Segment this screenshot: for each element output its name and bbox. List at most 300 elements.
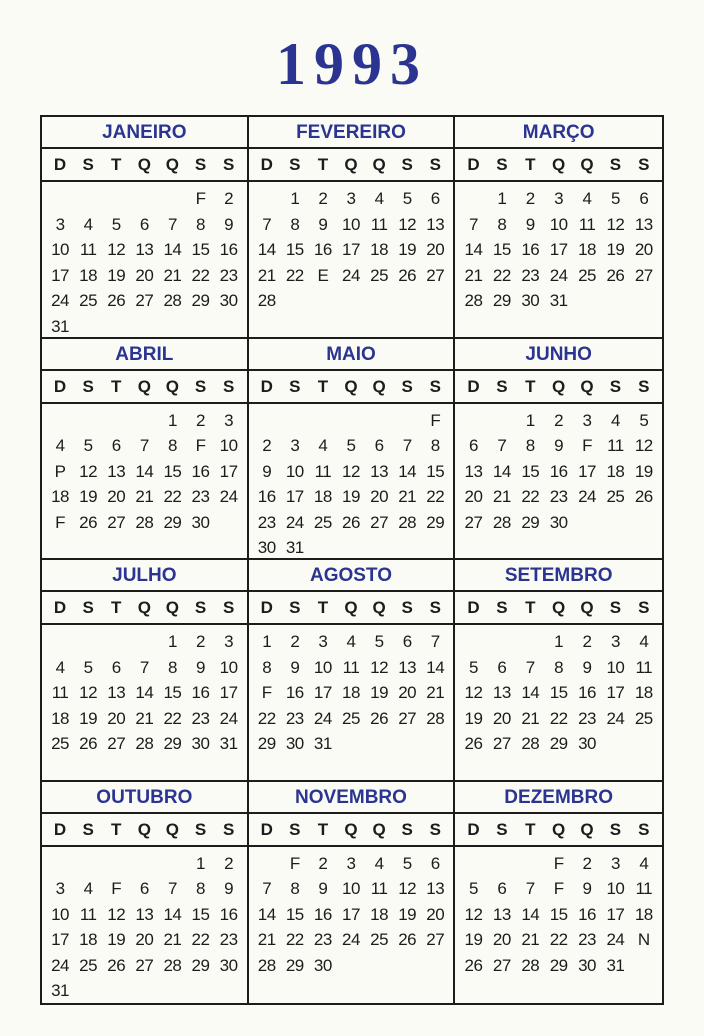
day-cell: 21 — [426, 683, 445, 702]
weekday-label: S — [401, 155, 413, 174]
day-cell: 24 — [549, 265, 568, 285]
day-cell: 11 — [635, 657, 653, 677]
weekday-label: S — [638, 155, 650, 174]
day-cell: 3 — [346, 189, 356, 208]
day-cell: 11 — [370, 214, 388, 234]
day-cell: 6 — [497, 657, 507, 677]
day-cell: 17 — [606, 683, 625, 702]
day-cell: 26 — [107, 291, 126, 310]
day-cell: 18 — [342, 683, 360, 702]
day-cell: 14 — [398, 461, 417, 481]
weekday-label: D — [467, 819, 480, 839]
weekday-header — [455, 371, 662, 404]
day-cell: 22 — [285, 930, 304, 949]
day-cell: 19 — [464, 708, 483, 728]
weekday-label: Q — [137, 155, 151, 174]
day-cell: 20 — [492, 930, 511, 949]
day-cell: 4 — [639, 632, 649, 651]
day-cell: P — [54, 461, 66, 481]
day-cell: 20 — [107, 708, 126, 728]
day-cell: 8 — [167, 436, 177, 455]
day-cell: 4 — [610, 410, 620, 430]
day-cell: 1 — [525, 410, 535, 430]
day-cell: 15 — [285, 240, 304, 259]
day-cell: 24 — [342, 265, 360, 285]
weekday-label: S — [194, 155, 207, 174]
day-cell: 31 — [313, 734, 332, 753]
day-cell: 29 — [285, 955, 304, 975]
day-cell: 7 — [430, 632, 440, 651]
weekday-label: S — [638, 598, 650, 617]
day-cell: 6 — [430, 189, 440, 208]
day-cell: 25 — [313, 512, 332, 532]
day-cell: 16 — [521, 240, 540, 259]
day-cell: 8 — [290, 879, 300, 898]
day-cell: 28 — [257, 291, 276, 310]
day-cell: 16 — [191, 461, 210, 481]
day-cell: 18 — [79, 930, 98, 949]
day-cell: 23 — [578, 930, 596, 949]
day-cell: 11 — [79, 904, 97, 924]
day-cell: 21 — [135, 487, 154, 506]
day-cell: 9 — [224, 214, 234, 234]
day-cell: 30 — [219, 291, 238, 310]
weekday-header — [249, 592, 454, 625]
day-cell: 21 — [163, 930, 182, 949]
day-cell: 16 — [191, 683, 210, 702]
day-cell: 14 — [163, 904, 182, 924]
weekday-label: S — [194, 598, 207, 617]
day-cell: 17 — [342, 904, 360, 924]
day-cell: 22 — [426, 487, 445, 506]
day-cell: 1 — [290, 189, 300, 208]
weekday-label: S — [222, 155, 235, 174]
day-cell: 8 — [262, 657, 272, 677]
day-cell: 24 — [313, 708, 332, 728]
day-grid — [42, 847, 247, 1004]
day-cell: 4 — [374, 189, 384, 208]
day-cell: 28 — [521, 955, 540, 975]
day-cell: 27 — [426, 930, 445, 949]
day-cell: 9 — [582, 879, 592, 898]
day-cell: 23 — [285, 708, 304, 728]
weekday-label: T — [525, 376, 536, 396]
weekday-label: D — [53, 155, 67, 174]
day-cell: 27 — [107, 512, 126, 532]
day-cell: 9 — [224, 879, 234, 898]
weekday-label: D — [260, 819, 273, 839]
month-fevereiro — [249, 117, 456, 339]
day-cell: 15 — [163, 461, 182, 481]
day-cell: 15 — [191, 904, 210, 924]
weekday-label: S — [222, 598, 235, 617]
day-cell: 28 — [464, 291, 483, 310]
day-cell: 11 — [314, 461, 332, 481]
day-cell: 1 — [167, 410, 177, 430]
day-cell: 8 — [554, 657, 564, 677]
day-cell: 18 — [79, 265, 98, 285]
day-cell: 19 — [107, 930, 126, 949]
weekday-label: T — [317, 819, 329, 839]
day-cell: 11 — [370, 879, 388, 898]
day-cell: 11 — [51, 683, 69, 702]
day-cell: 25 — [370, 930, 389, 949]
day-cell: 4 — [374, 853, 384, 873]
day-cell: 12 — [370, 657, 389, 677]
day-cell: 5 — [469, 657, 478, 677]
weekday-header — [42, 814, 247, 847]
day-cell: F — [261, 683, 272, 702]
day-cell: 5 — [346, 436, 356, 455]
day-cell: 16 — [313, 240, 332, 259]
weekday-label: S — [638, 376, 650, 396]
day-cell: 29 — [257, 734, 276, 753]
day-cell: 26 — [606, 265, 625, 285]
month-maro — [455, 117, 662, 339]
month-name: ABRIL — [42, 339, 247, 371]
day-cell: E — [317, 265, 329, 285]
day-grid — [249, 847, 454, 1004]
day-cell: 29 — [492, 291, 511, 310]
day-cell: 30 — [257, 538, 276, 557]
day-cell: 7 — [262, 879, 272, 898]
day-cell: 11 — [635, 879, 653, 898]
day-cell: 18 — [313, 487, 332, 506]
day-cell: 30 — [578, 955, 596, 975]
day-cell: 21 — [257, 265, 276, 285]
month-name: JUNHO — [455, 339, 662, 371]
day-cell: 12 — [79, 683, 98, 702]
day-cell: F — [553, 853, 564, 873]
day-cell: 29 — [426, 512, 445, 532]
day-cell: 21 — [521, 930, 540, 949]
weekday-header — [249, 371, 454, 404]
weekday-header — [455, 592, 662, 625]
weekday-label: S — [401, 376, 413, 396]
day-cell: 14 — [135, 683, 154, 702]
day-cell: 3 — [554, 189, 564, 208]
day-cell: 23 — [313, 930, 332, 949]
day-cell: 29 — [549, 955, 568, 975]
day-cell: 28 — [426, 708, 445, 728]
day-cell: 15 — [163, 683, 182, 702]
weekday-label: Q — [165, 376, 180, 396]
weekday-label: T — [111, 376, 122, 396]
weekday-label: Q — [580, 376, 594, 396]
day-cell: 28 — [492, 512, 511, 532]
day-grid — [455, 404, 662, 559]
day-cell: 13 — [492, 904, 511, 924]
weekday-label: T — [525, 598, 536, 617]
day-cell: 1 — [196, 853, 205, 873]
day-cell: 17 — [578, 461, 596, 481]
day-cell: 1 — [554, 632, 564, 651]
day-cell: 1 — [167, 632, 177, 651]
day-cell: 26 — [79, 734, 98, 753]
day-cell: 10 — [285, 461, 304, 481]
day-cell: 12 — [398, 214, 417, 234]
weekday-header — [42, 149, 247, 182]
weekday-label: S — [194, 376, 207, 396]
day-cell: 30 — [219, 955, 238, 975]
day-cell: 14 — [464, 240, 483, 259]
day-cell: 31 — [549, 291, 568, 310]
day-grid — [455, 847, 662, 1004]
day-cell: 20 — [398, 683, 417, 702]
day-cell: 20 — [492, 708, 511, 728]
day-cell: 16 — [285, 683, 304, 702]
day-cell: F — [289, 853, 300, 873]
day-cell: 6 — [139, 214, 149, 234]
day-cell: 29 — [163, 734, 182, 753]
day-cell: 3 — [55, 879, 65, 898]
month-setembro — [455, 560, 662, 782]
day-grid — [249, 182, 454, 337]
weekday-label: S — [429, 598, 441, 617]
day-cell: 26 — [398, 265, 417, 285]
day-cell: 26 — [398, 930, 417, 949]
day-grid — [249, 625, 454, 780]
day-cell: 5 — [374, 632, 384, 651]
day-cell: 6 — [374, 436, 384, 455]
month-name: NOVEMBRO — [249, 782, 454, 814]
day-cell: 10 — [549, 214, 568, 234]
weekday-label: Q — [137, 598, 151, 617]
day-cell: 20 — [426, 904, 445, 924]
day-cell: 25 — [370, 265, 389, 285]
day-grid — [42, 404, 247, 559]
day-cell: 17 — [51, 930, 69, 949]
weekday-label: Q — [552, 819, 566, 839]
day-cell: 31 — [51, 981, 69, 1000]
day-cell: 10 — [219, 436, 238, 455]
day-cell: 27 — [464, 512, 483, 532]
day-cell: 23 — [191, 708, 210, 728]
weekday-label: Q — [165, 819, 180, 839]
day-cell: 7 — [525, 657, 535, 677]
weekday-label: T — [111, 819, 122, 839]
month-name: JANEIRO — [42, 117, 247, 149]
month-agosto — [249, 560, 456, 782]
day-cell: 27 — [634, 265, 653, 285]
day-cell: 10 — [313, 657, 332, 677]
day-cell: 21 — [464, 265, 483, 285]
day-cell: 19 — [606, 240, 625, 259]
day-cell: 4 — [83, 879, 93, 898]
day-cell: 31 — [219, 734, 238, 753]
day-cell: 3 — [224, 632, 234, 651]
weekday-label: S — [429, 376, 441, 396]
month-name: FEVEREIRO — [249, 117, 454, 149]
day-grid — [42, 625, 247, 780]
day-cell: 21 — [257, 930, 276, 949]
weekday-label: Q — [372, 155, 386, 174]
weekday-label: S — [82, 819, 94, 839]
weekday-label: Q — [372, 598, 386, 617]
day-cell: 20 — [464, 487, 483, 506]
day-cell: 6 — [469, 436, 478, 455]
day-cell: 22 — [191, 265, 210, 285]
day-cell: 26 — [464, 955, 483, 975]
day-cell: 19 — [107, 265, 126, 285]
day-cell: 20 — [634, 240, 653, 259]
weekday-label: D — [467, 598, 480, 617]
day-cell: 9 — [554, 436, 564, 455]
day-cell: 27 — [426, 265, 445, 285]
day-cell: 27 — [135, 955, 154, 975]
month-janeiro — [42, 117, 249, 339]
day-grid — [42, 182, 247, 339]
day-cell: 21 — [135, 708, 154, 728]
day-cell: 12 — [107, 904, 126, 924]
day-cell: 6 — [111, 657, 121, 677]
day-cell: 6 — [639, 189, 649, 208]
day-cell: 13 — [426, 879, 445, 898]
weekday-label: S — [609, 598, 622, 617]
weekday-label: D — [260, 598, 273, 617]
day-cell: 25 — [634, 708, 653, 728]
day-cell: 22 — [163, 708, 182, 728]
day-grid — [455, 182, 662, 337]
day-cell: 19 — [370, 683, 389, 702]
day-cell: 24 — [342, 930, 360, 949]
day-cell: 27 — [107, 734, 126, 753]
day-cell: 22 — [285, 265, 304, 285]
day-cell: 20 — [135, 930, 154, 949]
day-cell: 7 — [139, 657, 149, 677]
day-cell: 2 — [318, 853, 328, 873]
day-cell: 10 — [51, 240, 69, 259]
day-cell: 19 — [398, 240, 417, 259]
day-cell: 25 — [51, 734, 69, 753]
day-cell: 14 — [492, 461, 511, 481]
day-cell: 17 — [549, 240, 568, 259]
weekday-label: S — [496, 819, 508, 839]
day-cell: 21 — [398, 487, 417, 506]
day-cell: 17 — [51, 265, 69, 285]
day-cell: 28 — [398, 512, 417, 532]
day-cell: 11 — [342, 657, 360, 677]
day-cell: 22 — [492, 265, 511, 285]
day-cell: 20 — [107, 487, 126, 506]
month-dezembro — [455, 782, 662, 1004]
day-cell: 9 — [262, 461, 272, 481]
day-cell: 27 — [370, 512, 389, 532]
day-cell: 28 — [257, 955, 276, 975]
day-cell: 19 — [634, 461, 653, 481]
day-cell: 30 — [549, 512, 568, 532]
day-cell: 3 — [290, 436, 300, 455]
day-cell: 23 — [191, 487, 210, 506]
day-cell: 11 — [578, 214, 596, 234]
day-cell: 3 — [55, 214, 65, 234]
day-cell: 10 — [51, 904, 69, 924]
day-cell: 21 — [492, 487, 511, 506]
day-cell: 13 — [634, 214, 653, 234]
weekday-label: S — [222, 819, 235, 839]
day-cell: 16 — [549, 461, 568, 481]
month-abril — [42, 339, 249, 561]
day-cell: 23 — [219, 265, 238, 285]
day-cell: 8 — [525, 436, 535, 455]
day-cell: 22 — [521, 487, 540, 506]
day-cell: 17 — [342, 240, 360, 259]
day-cell: 7 — [139, 436, 149, 455]
day-cell: 2 — [196, 632, 205, 651]
day-cell: 17 — [313, 683, 332, 702]
day-cell: 26 — [370, 708, 389, 728]
day-cell: 17 — [219, 461, 238, 481]
day-cell: 1 — [497, 189, 507, 208]
day-cell: 20 — [426, 240, 445, 259]
day-cell: 28 — [163, 955, 182, 975]
day-cell: 26 — [107, 955, 126, 975]
day-cell: 24 — [51, 955, 69, 975]
day-cell: F — [582, 436, 592, 455]
day-cell: 12 — [342, 461, 360, 481]
day-cell: 23 — [521, 265, 540, 285]
day-cell: 27 — [492, 955, 511, 975]
day-cell: 27 — [398, 708, 417, 728]
day-cell: 24 — [606, 930, 625, 949]
day-cell: 2 — [290, 632, 300, 651]
weekday-label: S — [289, 819, 301, 839]
weekday-label: T — [317, 155, 329, 174]
day-cell: 3 — [610, 853, 620, 873]
day-cell: 8 — [497, 214, 507, 234]
day-cell: N — [637, 930, 650, 949]
day-cell: 27 — [492, 734, 511, 753]
weekday-label: Q — [552, 376, 566, 396]
day-cell: 2 — [262, 436, 272, 455]
day-cell: 6 — [111, 436, 121, 455]
day-cell: 8 — [290, 214, 300, 234]
day-cell: 31 — [606, 955, 625, 975]
year-title: 1993 — [276, 31, 428, 97]
day-cell: 28 — [135, 734, 154, 753]
day-cell: 19 — [464, 930, 483, 949]
day-cell: 14 — [257, 240, 276, 259]
day-cell: 21 — [163, 265, 182, 285]
day-cell: 27 — [135, 291, 154, 310]
day-cell: 4 — [55, 436, 65, 455]
day-cell: 24 — [219, 708, 238, 728]
weekday-label: S — [82, 155, 94, 174]
day-cell: 3 — [318, 632, 328, 651]
day-cell: 13 — [426, 214, 445, 234]
day-cell: 4 — [346, 632, 356, 651]
day-cell: 29 — [549, 734, 568, 753]
day-cell: 9 — [318, 214, 328, 234]
weekday-label: Q — [344, 819, 358, 839]
day-cell: 3 — [224, 410, 234, 430]
month-name: MAIO — [249, 339, 454, 371]
day-cell: 15 — [549, 904, 568, 924]
day-cell: 10 — [342, 214, 360, 234]
day-cell: 12 — [107, 240, 126, 259]
day-cell: 22 — [191, 930, 210, 949]
day-cell: 20 — [135, 265, 154, 285]
day-grid — [455, 625, 662, 780]
month-junho — [455, 339, 662, 561]
day-cell: 5 — [469, 879, 478, 898]
day-cell: 13 — [107, 683, 126, 702]
day-cell: 23 — [549, 487, 568, 506]
day-cell: 16 — [219, 240, 238, 259]
day-cell: 4 — [318, 436, 328, 455]
day-cell: 7 — [167, 879, 177, 898]
weekday-header — [455, 814, 662, 847]
